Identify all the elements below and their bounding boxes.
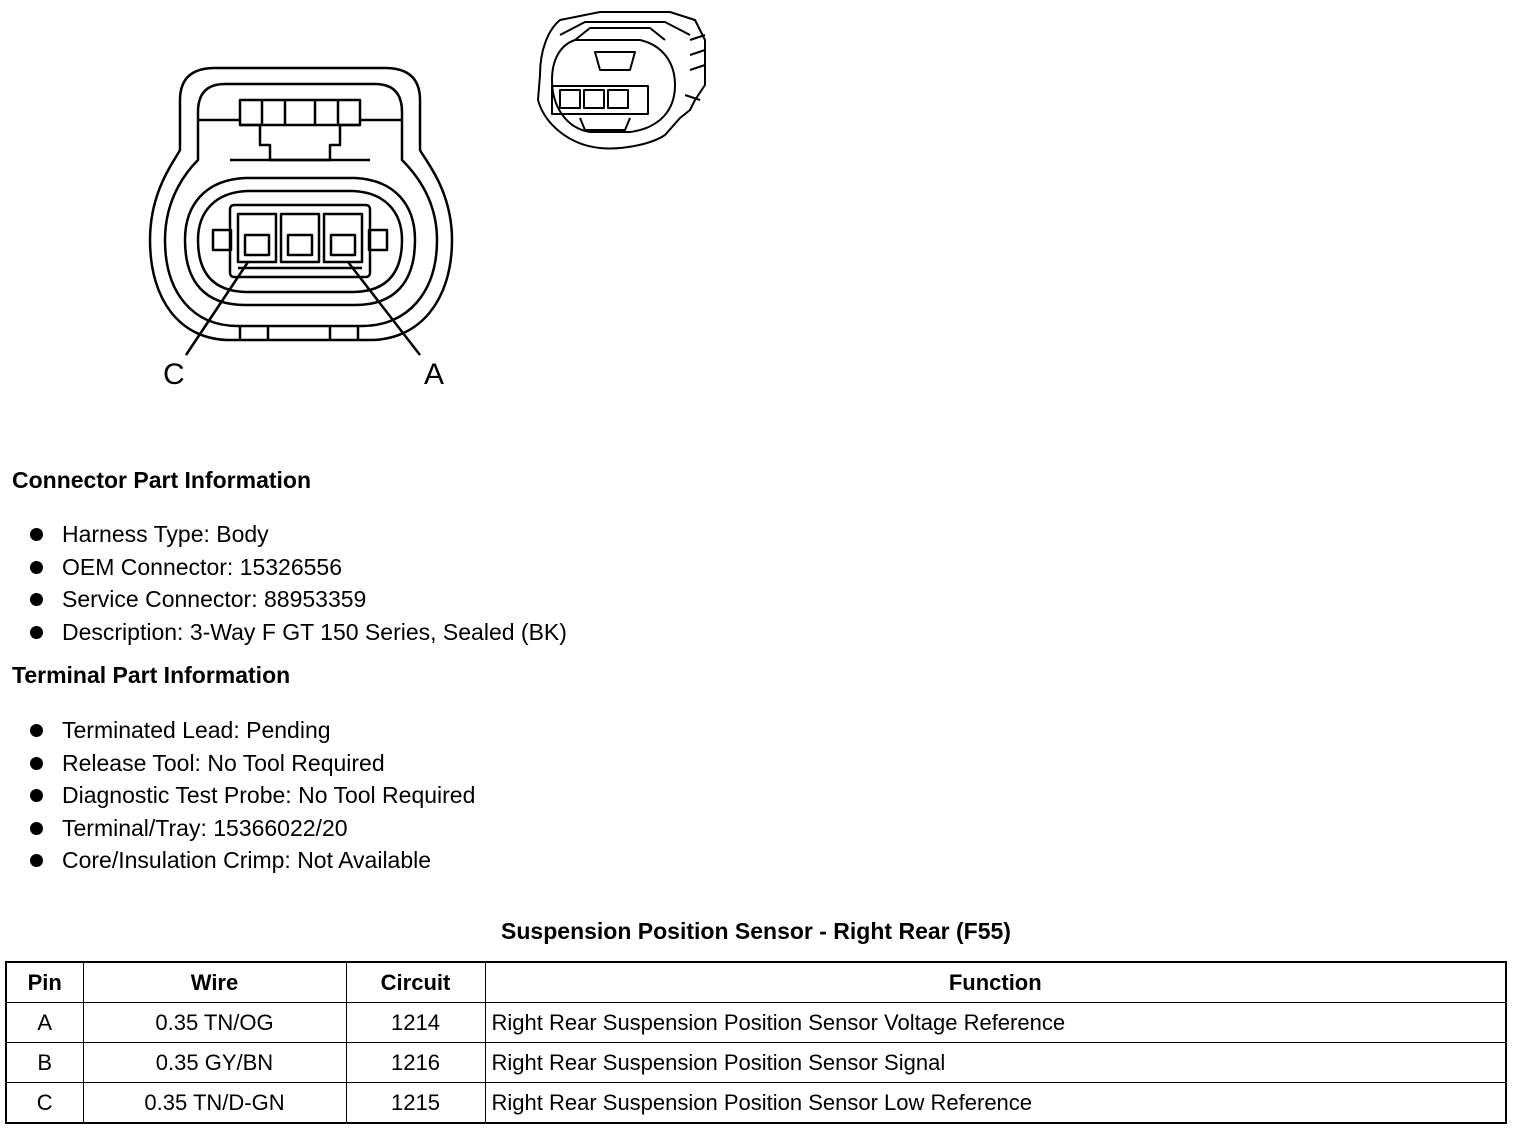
- connector-info-title: Connector Part Information: [12, 467, 312, 493]
- list-item: Harness Type: Body: [24, 518, 567, 551]
- bullet-icon: [30, 822, 43, 835]
- cell-circuit: 1216: [346, 1043, 485, 1083]
- bullet-icon: [30, 854, 43, 867]
- list-item: Release Tool: No Tool Required: [24, 747, 475, 780]
- table-row: [6, 1083, 1506, 1124]
- pinout-table: [5, 961, 1507, 1124]
- cell-circuit: 1214: [346, 1003, 485, 1043]
- cell-wire: 0.35 GY/BN: [83, 1043, 346, 1083]
- cell-pin: C: [6, 1083, 83, 1124]
- cell-function: Right Rear Suspension Position Sensor Low Reference: [485, 1083, 1506, 1124]
- connector-info-list: [24, 518, 567, 648]
- list-item: OEM Connector: 15326556: [24, 551, 567, 584]
- list-item: Service Connector: 88953359: [24, 583, 567, 616]
- bullet-icon: [30, 757, 43, 770]
- terminal-info-title: Terminal Part Information: [12, 662, 291, 688]
- cell-circuit: 1215: [346, 1083, 485, 1124]
- table-header-row: [6, 962, 1506, 1003]
- column-header-pin: Pin: [6, 962, 83, 1003]
- bullet-icon: [30, 724, 43, 737]
- cell-function: Right Rear Suspension Position Sensor Signal: [485, 1043, 1506, 1083]
- bullet-icon: [30, 789, 43, 802]
- bullet-icon: [30, 561, 43, 574]
- bullet-icon: [30, 528, 43, 541]
- connector-thumbnail: [538, 12, 705, 148]
- column-header-function: Function: [485, 962, 1506, 1003]
- terminal-block: [230, 205, 370, 277]
- pin-label-a: A: [424, 358, 445, 391]
- cell-pin: A: [6, 1003, 83, 1043]
- bullet-icon: [30, 626, 43, 639]
- list-item: Terminated Lead: Pending: [24, 714, 475, 747]
- bullet-icon: [30, 593, 43, 606]
- cell-wire: 0.35 TN/OG: [83, 1003, 346, 1043]
- table-row: [6, 1003, 1506, 1043]
- list-item: Diagnostic Test Probe: No Tool Required: [24, 779, 475, 812]
- terminal-info-list: [24, 714, 475, 877]
- cell-wire: 0.35 TN/D-GN: [83, 1083, 346, 1124]
- cell-pin: B: [6, 1043, 83, 1083]
- table-title: Suspension Position Sensor - Right Rear (F55): [501, 918, 1011, 944]
- table-row: [6, 1043, 1506, 1083]
- cell-function: Right Rear Suspension Position Sensor Voltage Reference: [485, 1003, 1506, 1043]
- pin-label-c: C: [163, 358, 185, 391]
- column-header-wire: Wire: [83, 962, 346, 1003]
- connector-diagram: [0, 0, 760, 420]
- column-header-circuit: Circuit: [346, 962, 485, 1003]
- list-item: Core/Insulation Crimp: Not Available: [24, 844, 475, 877]
- connector-latch: [240, 100, 360, 160]
- list-item: Terminal/Tray: 15366022/20: [24, 812, 475, 845]
- list-item: Description: 3-Way F GT 150 Series, Sealed (BK): [24, 616, 567, 649]
